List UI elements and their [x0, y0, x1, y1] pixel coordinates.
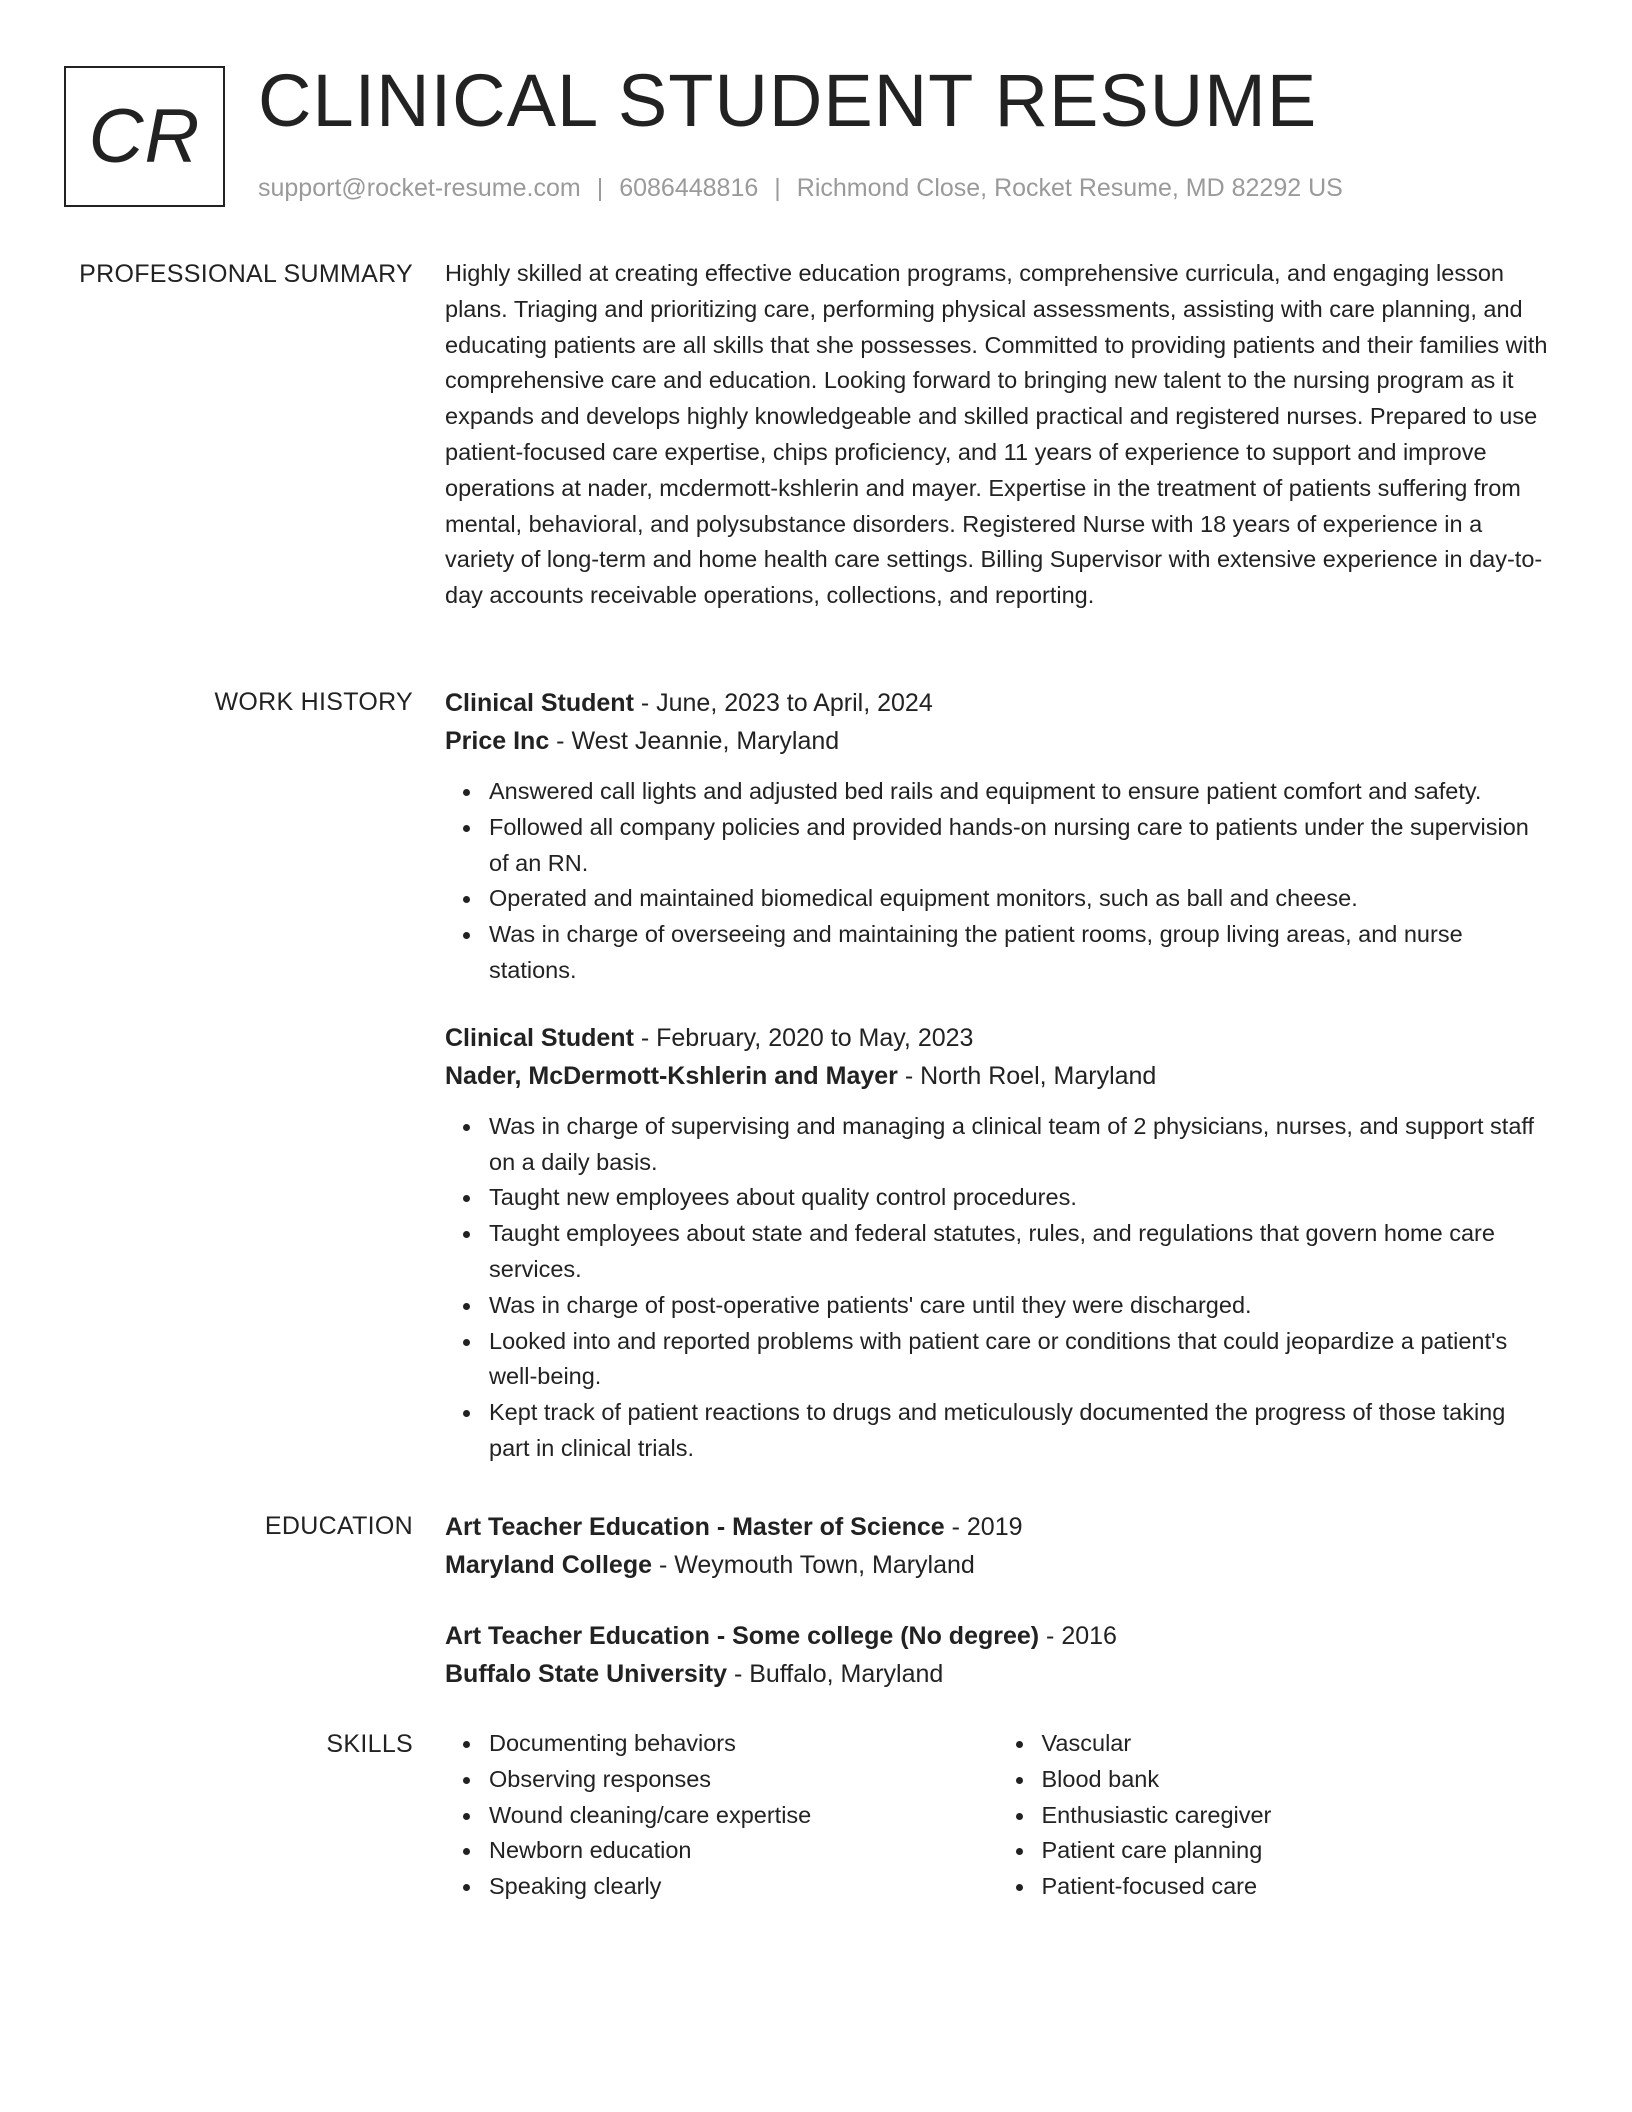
job-bullet: Was in charge of post-operative patients' care until they were discharged. [489, 1288, 1550, 1324]
education-school: Maryland College [445, 1551, 652, 1579]
job-role: Clinical Student [445, 1023, 634, 1052]
job-bullet: Answered call lights and adjusted bed rails and equipment to ensure patient comfort and safety. [489, 774, 1550, 810]
work-body [445, 684, 1550, 1467]
job-location: - West Jeannie, Maryland [549, 727, 840, 755]
job-location: - North Roel, Maryland [897, 1061, 1157, 1090]
job-role: Clinical Student [445, 689, 634, 717]
job-company-line [445, 1057, 1550, 1095]
section-title-work: WORK HISTORY [214, 688, 413, 716]
skills-list-left [445, 1726, 998, 1905]
education-degree: Art Teacher Education - Master of Science [445, 1513, 945, 1541]
education-year: - 2016 [1039, 1622, 1117, 1650]
job-dates: - June, 2023 to April, 2024 [633, 689, 933, 717]
skill-item: Patient care planning [1042, 1833, 1551, 1869]
skill-item: Newborn education [489, 1833, 998, 1869]
monogram-initials: CR [88, 94, 201, 179]
summary-body [445, 256, 1550, 614]
section-title-skills: SKILLS [326, 1730, 413, 1758]
education-school-line [445, 1655, 1550, 1693]
education-entry [445, 1617, 1550, 1693]
job-role-line [445, 684, 1550, 722]
skill-item: Speaking clearly [489, 1869, 998, 1905]
skill-item: Patient-focused care [1042, 1869, 1551, 1905]
skill-item: Wound cleaning/care expertise [489, 1798, 998, 1834]
skills-list-right [998, 1726, 1551, 1905]
job-company: Price Inc [445, 727, 550, 755]
education-location: - Buffalo, Maryland [727, 1660, 944, 1688]
job-bullet: Was in charge of overseeing and maintaining the patient rooms, group living areas, and nurse stations. [489, 917, 1550, 989]
skill-item: Blood bank [1042, 1762, 1551, 1798]
skill-item: Documenting behaviors [489, 1726, 998, 1762]
contact-address: Richmond Close, Rocket Resume, MD 82292 US [796, 174, 1343, 202]
job-entry [445, 1019, 1550, 1467]
job-bullet: Followed all company policies and provided hands-on nursing care to patients under the supervision of an RN. [489, 810, 1550, 882]
skills-body [445, 1726, 1550, 1905]
summary-text: Highly skilled at creating effective education programs, comprehensive curricula, and engaging lesson plans. Triaging and prioritizing care, performing physical assessments, assisting with care planning, and educating patients are all skills that she possesses. Committed to providing patients and their families with comprehensive care and education. Looking forward to bringing new talent to the nursing program as it expands and develops highly knowledgeable and skilled practical and registered nurses. Prepared to use patient-focused care expertise, chips proficiency, and 11 years of experience to support and improve operations at nader, mcdermott-kshlerin and mayer. Expertise in the treatment of patients suffering from mental, behavioral, and polysubstance disorders. Registered Nurse with 18 years of experience in a variety of long-term and home health care settings. Billing Supervisor with extensive experience in day-to-day accounts receivable operations, collections, and reporting. [445, 260, 1548, 609]
monogram-box [64, 66, 225, 207]
education-degree-line [445, 1617, 1550, 1655]
section-title-summary: PROFESSIONAL SUMMARY [79, 260, 413, 288]
section-title-education: EDUCATION [264, 1512, 413, 1540]
contact-line [258, 174, 1343, 203]
job-bullet: Taught new employees about quality control procedures. [489, 1180, 1550, 1216]
contact-separator: | [596, 174, 604, 202]
education-degree: Art Teacher Education - Some college (No degree) [445, 1622, 1040, 1650]
job-bullets [445, 774, 1550, 989]
job-bullet: Taught employees about state and federal statutes, rules, and regulations that govern home care services. [489, 1216, 1550, 1288]
contact-email: support@rocket-resume.com [258, 174, 581, 202]
skills-columns [445, 1726, 1550, 1905]
job-dates: - February, 2020 to May, 2023 [633, 1023, 974, 1052]
education-school-line [445, 1546, 1550, 1584]
job-entry [445, 684, 1550, 989]
resume-title: CLINICAL STUDENT RESUME [258, 59, 1318, 142]
job-bullets [445, 1109, 1550, 1467]
education-entry [445, 1508, 1550, 1584]
skill-item: Enthusiastic caregiver [1042, 1798, 1551, 1834]
education-degree-line [445, 1508, 1550, 1546]
job-bullet: Was in charge of supervising and managing a clinical team of 2 physicians, nurses, and support staff on a daily basis. [489, 1109, 1550, 1181]
education-year: - 2019 [944, 1513, 1023, 1541]
job-bullet: Operated and maintained biomedical equipment monitors, such as ball and cheese. [489, 881, 1550, 917]
job-company: Nader, McDermott-Kshlerin and Mayer [445, 1061, 898, 1090]
job-role-line [445, 1019, 1550, 1057]
contact-separator: | [774, 174, 781, 202]
education-location: - Weymouth Town, Maryland [652, 1551, 975, 1579]
education-body [445, 1508, 1550, 1693]
contact-phone: 6086448816 [619, 174, 759, 202]
job-bullet: Kept track of patient reactions to drugs and meticulously documented the progress of those taking part in clinical trials. [489, 1395, 1550, 1467]
education-school: Buffalo State University [445, 1660, 728, 1688]
job-company-line [445, 722, 1550, 760]
skill-item: Vascular [1042, 1726, 1551, 1762]
job-bullet: Looked into and reported problems with patient care or conditions that could jeopardize a patient's well-being. [489, 1324, 1550, 1396]
skill-item: Observing responses [489, 1762, 998, 1798]
